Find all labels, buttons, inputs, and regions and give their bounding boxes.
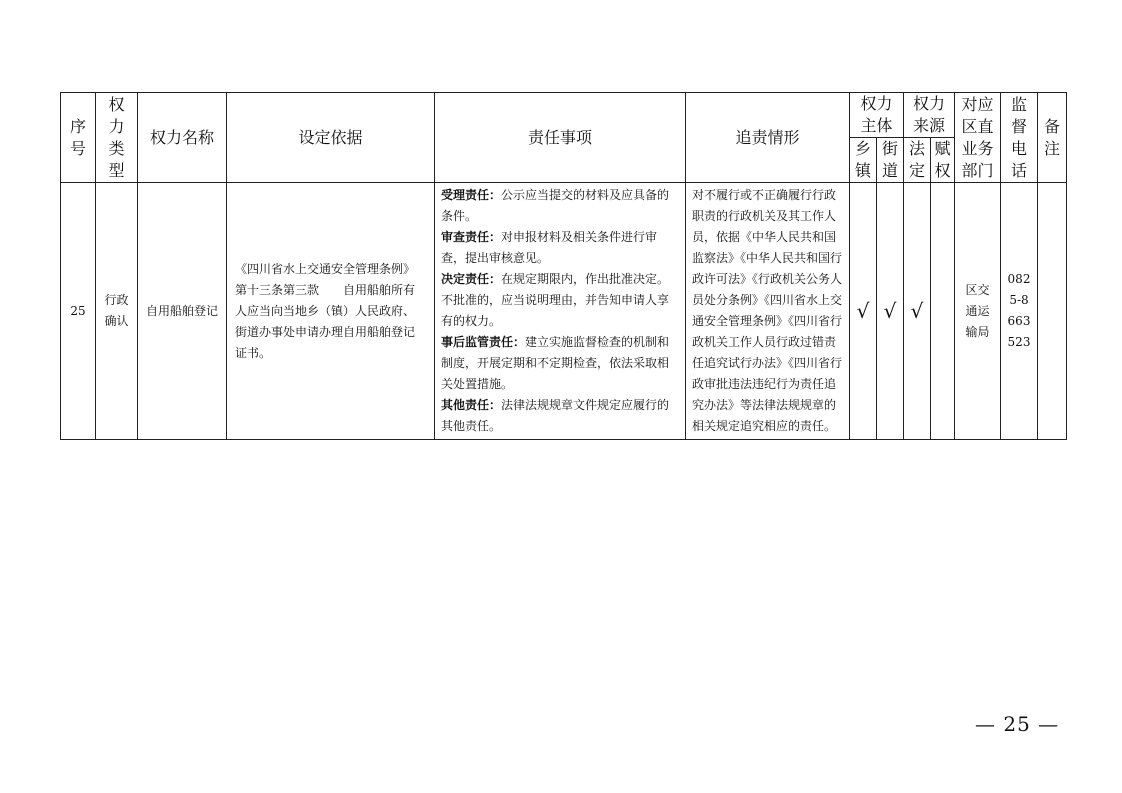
header-accountability: 追责情形 bbox=[686, 93, 850, 183]
cell-type: 行政确认 bbox=[96, 183, 138, 440]
header-type: 权力类型 bbox=[96, 93, 138, 183]
cell-responsibility bbox=[435, 183, 686, 440]
page-number: — 25 — bbox=[975, 712, 1060, 736]
cell-granted-mark bbox=[931, 183, 955, 440]
header-source-legal: 法定 bbox=[904, 138, 931, 183]
header-phone: 监督电话 bbox=[1001, 93, 1038, 183]
cell-township-mark: √ bbox=[850, 183, 877, 440]
cell-name: 自用船舶登记 bbox=[138, 183, 227, 440]
responsibility-supervise: 事后监管责任：建立实施监督检查的机制和制度，开展定期和不定期检查，依法采取相关处置措施。 bbox=[441, 335, 670, 391]
header-subject: 权力主体 bbox=[850, 93, 904, 138]
header-seq: 序号 bbox=[61, 93, 96, 183]
header-basis: 设定依据 bbox=[227, 93, 435, 183]
cell-phone: 0825-8663523 bbox=[1001, 183, 1038, 440]
header-source: 权力来源 bbox=[904, 93, 955, 138]
cell-legal-mark: √ bbox=[904, 183, 931, 440]
header-source-granted: 赋权 bbox=[931, 138, 955, 183]
header-subject-street: 街道 bbox=[877, 138, 904, 183]
cell-dept: 区交通运输局 bbox=[955, 183, 1001, 440]
power-list-table bbox=[60, 92, 1067, 440]
header-responsibility: 责任事项 bbox=[435, 93, 686, 183]
header-subject-township: 乡镇 bbox=[850, 138, 877, 183]
cell-basis: 《四川省水上交通安全管理条例》第十三条第三款 自用船舶所有人应当向当地乡（镇）人民政府、街道办事处申请办理自用船舶登记证书。 bbox=[227, 183, 435, 440]
cell-seq: 25 bbox=[61, 183, 96, 440]
header-remark: 备注 bbox=[1038, 93, 1067, 183]
responsibility-decide: 决定责任：在规定期限内，作出批准决定。不批准的，应当说明理由，并告知申请人享有的权力。 bbox=[441, 272, 670, 328]
cell-street-mark: √ bbox=[877, 183, 904, 440]
header-dept: 对应区直业务部门 bbox=[955, 93, 1001, 183]
responsibility-other: 其他责任：法律法规规章文件规定应履行的其他责任。 bbox=[441, 398, 670, 433]
responsibility-review: 审查责任：对申报材料及相关条件进行审查，提出审核意见。 bbox=[441, 230, 658, 265]
responsibility-accept: 受理责任：公示应当提交的材料及应具备的条件。 bbox=[441, 188, 670, 223]
cell-remark bbox=[1038, 183, 1067, 440]
header-name: 权力名称 bbox=[138, 93, 227, 183]
cell-accountability: 对不履行或不正确履行行政职责的行政机关及其工作人员，依据《中华人民共和国监察法》《中华人民共和国行政许可法》《行政机关公务人员处分条例》《四川省水上交通安全管理条例》《四川省行政机关工作人员行政过错责任追究试行办法》《四川省行政审批违法违纪行为责任追究办法》等法律法规规章的相关规定追究相应的责任。 bbox=[686, 183, 850, 440]
table-row bbox=[61, 183, 1067, 440]
